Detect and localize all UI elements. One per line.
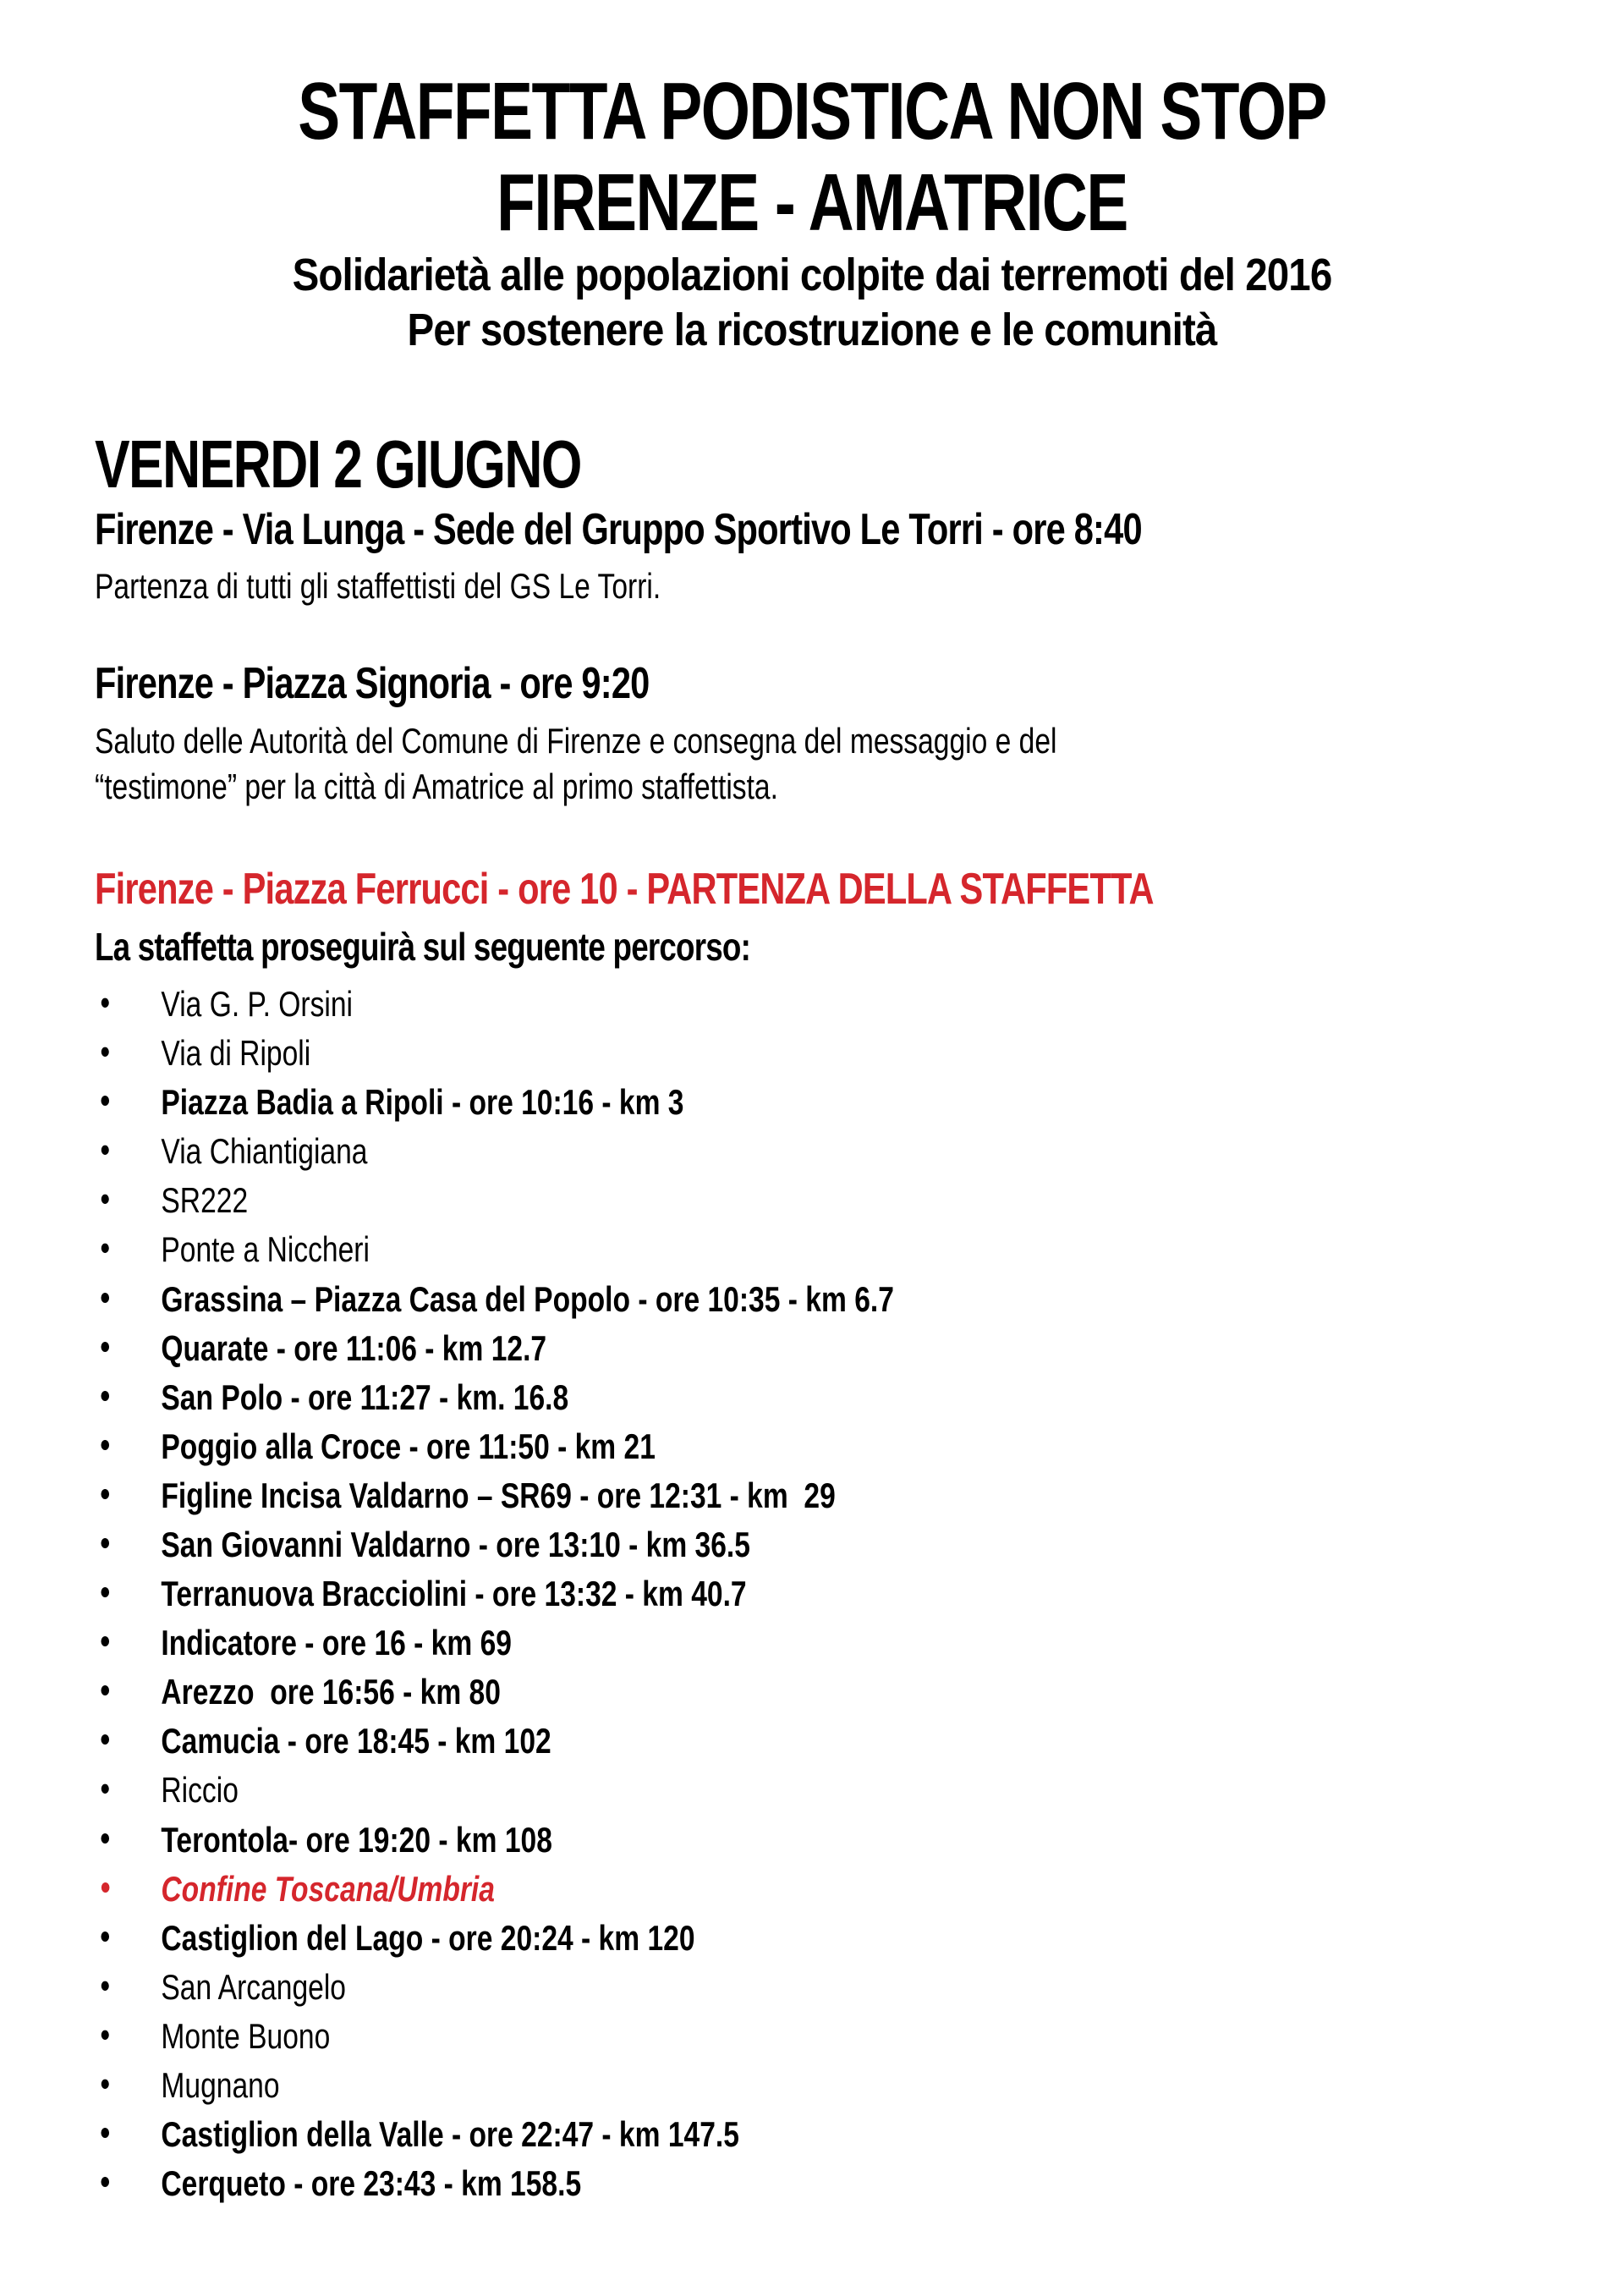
section-heading: Firenze - Piazza Signoria - ore 9:20: [95, 659, 650, 709]
route-stop-label: Indicatore - ore 16 - km 69: [161, 1623, 512, 1663]
route-stop-label: Mugnano: [161, 2065, 280, 2106]
bullet-icon: •: [100, 1523, 111, 1563]
route-stop-item: [95, 1277, 1243, 1319]
section-via-lunga: [95, 505, 1529, 610]
bullet-icon: •: [100, 1768, 111, 1809]
bullet-icon: •: [100, 1326, 111, 1366]
route-stop-item: [95, 1031, 1243, 1074]
bullet-icon: •: [100, 1473, 111, 1514]
bullet-icon: •: [100, 1572, 111, 1613]
bullet-icon: •: [100, 1424, 111, 1464]
route-stop-label: Terranuova Bracciolini - ore 13:32 - km 40.7: [161, 1574, 747, 1614]
section-body: Saluto delle Autorità del Comune di Firenze e consegna del messaggio e del “testimone” per la città di Amatrice al primo staffettista.: [95, 720, 1057, 807]
bullet-icon: •: [100, 1228, 111, 1268]
route-stop-label: Quarate - ore 11:06 - km 12.7: [161, 1327, 547, 1368]
route-stop-label: Arezzo ore 16:56 - km 80: [161, 1672, 501, 1712]
route-stop-item: [95, 1915, 1243, 1958]
route-stop-label: Figline Incisa Valdarno – SR69 - ore 12:31 - km 29: [161, 1475, 836, 1515]
bullet-icon: •: [100, 1817, 111, 1858]
route-stop-label: Confine Toscana/Umbria: [161, 1868, 495, 1909]
route-intro: La staffetta proseguirà sul seguente percorso:: [95, 924, 751, 969]
bullet-icon: •: [100, 1866, 111, 1907]
bullet-icon: •: [100, 2162, 111, 2202]
route-stop-label: Via Chiantigiana: [161, 1131, 368, 1172]
route-stop-item: [95, 1719, 1243, 1761]
route-stop-item: [95, 981, 1243, 1024]
route-stop-label: SR222: [161, 1180, 249, 1221]
route-stop-item: [95, 2014, 1243, 2056]
route-stop-label: Riccio: [161, 1770, 239, 1811]
route-stop-item: [95, 1129, 1243, 1172]
route-stop-label: Monte Buono: [161, 2015, 331, 2056]
bullet-icon: •: [100, 1621, 111, 1662]
flyer-header: [95, 66, 1529, 358]
route-stop-label: Castiglion del Lago - ore 20:24 - km 120: [161, 1917, 695, 1958]
route-stop-item: [95, 1326, 1243, 1368]
route-stop-item: [95, 1080, 1243, 1123]
route-stop-label: Via G. P. Orsini: [161, 983, 353, 1024]
route-stop-label: Castiglion della Valle - ore 22:47 - km 147.5: [161, 2114, 739, 2155]
route-stop-item: [95, 1866, 1243, 1909]
route-stop-item: [95, 1228, 1243, 1270]
route-stop-item: [95, 1965, 1243, 2007]
bullet-icon: •: [100, 1915, 111, 1956]
route-start-heading: Firenze - Piazza Ferrucci - ore 10 - PARTENZA DELLA STAFFETTA: [95, 865, 1154, 914]
route-stop-item: [95, 1621, 1243, 1663]
route-stop-label: Cerqueto - ore 23:43 - km 158.5: [161, 2163, 582, 2204]
subtitle-line-2: Per sostenere la ricostruzione e le comunità: [407, 304, 1217, 355]
route-stop-item: [95, 2113, 1243, 2155]
route-stop-label: San Arcangelo: [161, 1966, 346, 2007]
section-route: [95, 865, 1529, 2202]
route-stop-item: [95, 1375, 1243, 1417]
day-heading: VENERDI 2 GIUGNO: [95, 426, 581, 502]
bullet-icon: •: [100, 1719, 111, 1760]
route-stop-list: [95, 981, 1529, 2204]
route-stop-item: [95, 1817, 1243, 1860]
route-stop-item: [95, 1768, 1243, 1811]
bullet-icon: •: [100, 1375, 111, 1415]
route-stop-item: [95, 2063, 1243, 2106]
route-stop-label: Grassina – Piazza Casa del Popolo - ore 10:35 - km 6.7: [161, 1278, 894, 1319]
route-stop-item: [95, 1473, 1243, 1515]
bullet-icon: •: [100, 1965, 111, 2005]
bullet-icon: •: [100, 2063, 111, 2104]
route-stop-label: Camucia - ore 18:45 - km 102: [161, 1721, 551, 1761]
route-stop-item: [95, 1179, 1243, 1221]
page-subtitle: [95, 248, 1529, 358]
bullet-icon: •: [100, 1031, 111, 1072]
bullet-icon: •: [100, 1080, 111, 1121]
bullet-icon: •: [100, 1670, 111, 1711]
bullet-icon: •: [100, 1129, 111, 1170]
section-body: Partenza di tutti gli staffettisti del GS Le Torri.: [95, 566, 661, 607]
route-stop-item: [95, 1523, 1243, 1565]
page-title: [95, 66, 1529, 248]
route-stop-item: [95, 1424, 1243, 1466]
route-stop-label: San Polo - ore 11:27 - km. 16.8: [161, 1377, 569, 1417]
bullet-icon: •: [100, 2014, 111, 2054]
bullet-icon: •: [100, 981, 111, 1022]
route-stop-label: Via di Ripoli: [161, 1033, 311, 1074]
section-heading: Firenze - Via Lunga - Sede del Gruppo Sportivo Le Torri - ore 8:40: [95, 504, 1142, 554]
title-line-1: STAFFETTA PODISTICA NON STOP: [298, 66, 1326, 157]
route-stop-label: Piazza Badia a Ripoli - ore 10:16 - km 3: [161, 1082, 684, 1123]
route-stop-label: Terontola- ore 19:20 - km 108: [161, 1819, 552, 1860]
route-stop-item: [95, 1670, 1243, 1712]
route-stop-label: Poggio alla Croce - ore 11:50 - km 21: [161, 1426, 656, 1466]
route-stop-item: [95, 1572, 1243, 1614]
route-stop-item: [95, 2162, 1243, 2204]
route-stop-label: San Giovanni Valdarno - ore 13:10 - km 36.5: [161, 1525, 750, 1565]
title-line-2: FIRENZE - AMATRICE: [497, 157, 1127, 248]
bullet-icon: •: [100, 1179, 111, 1219]
route-stop-label: Ponte a Niccheri: [161, 1229, 370, 1270]
subtitle-line-1: Solidarietà alle popolazioni colpite dai terremoti del 2016: [292, 250, 1332, 301]
section-piazza-signoria: [95, 659, 1529, 811]
bullet-icon: •: [100, 2113, 111, 2153]
bullet-icon: •: [100, 1277, 111, 1317]
